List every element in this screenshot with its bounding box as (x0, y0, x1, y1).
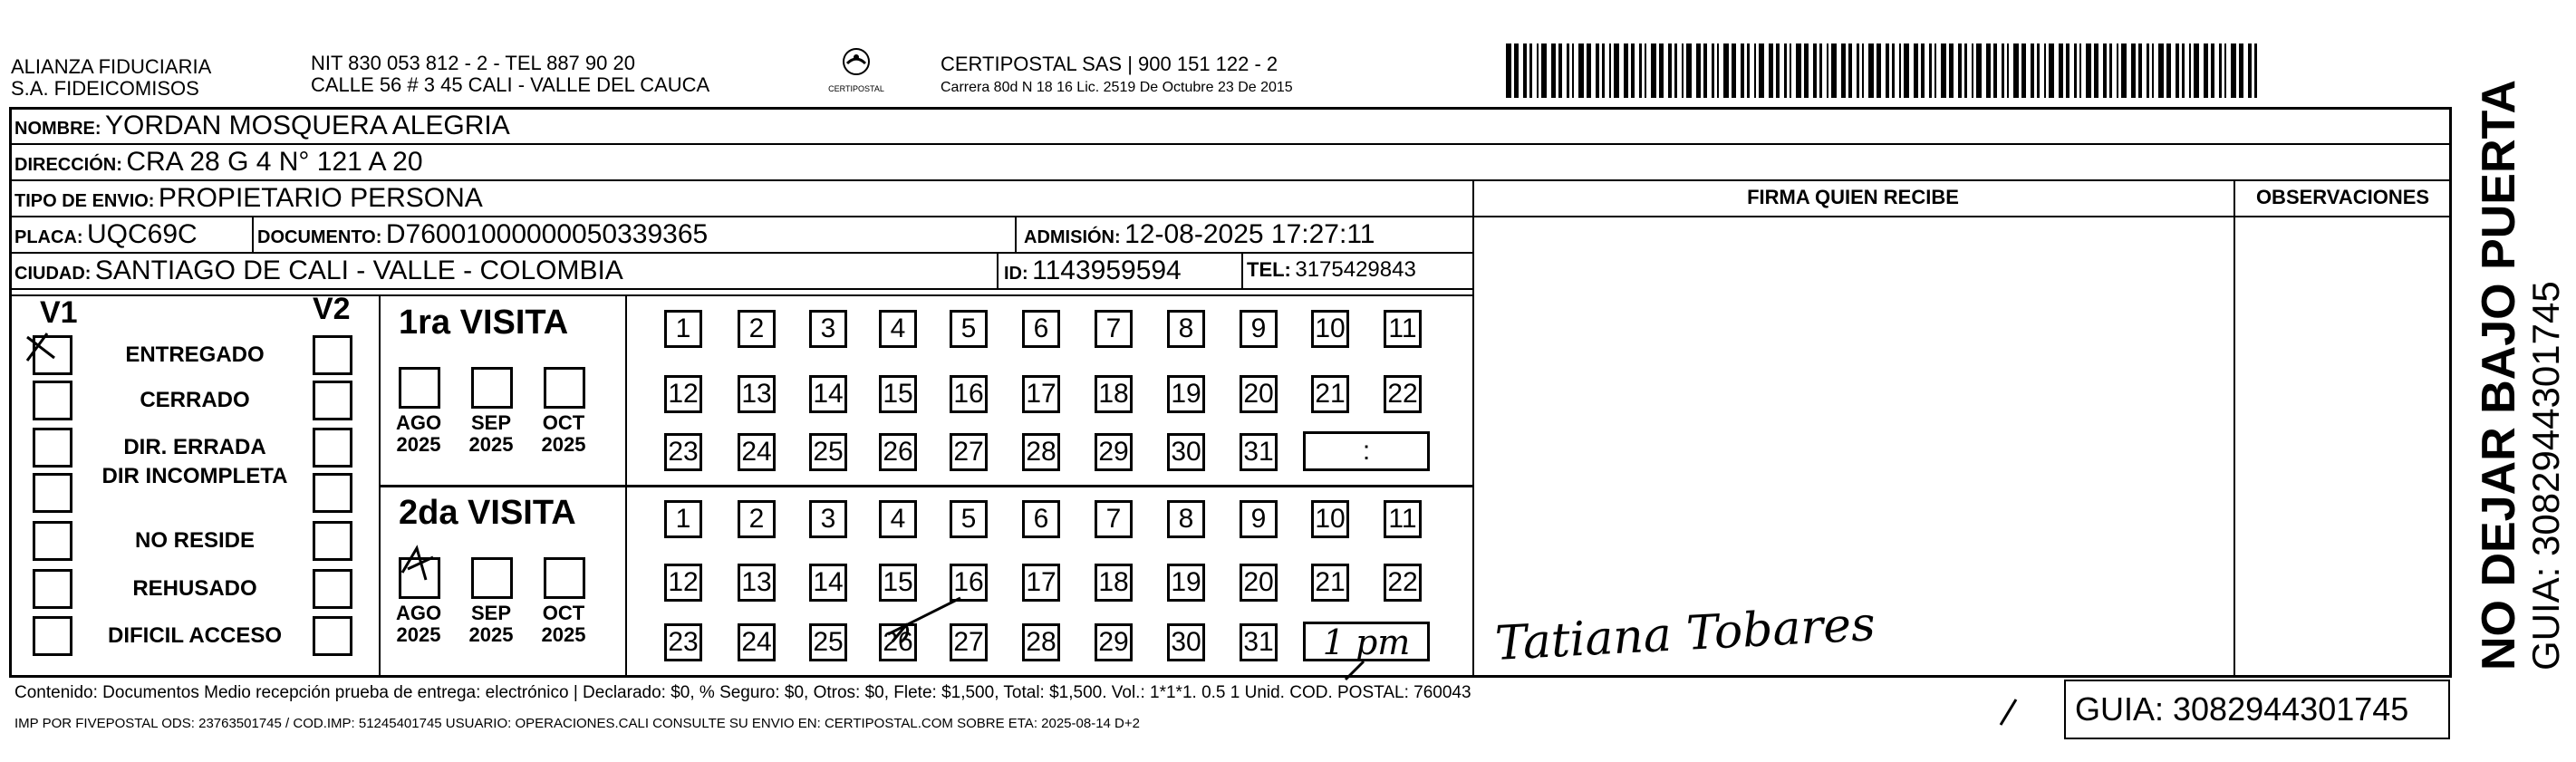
day-box[interactable]: 1 (664, 310, 702, 348)
day-box[interactable]: 23 (664, 623, 702, 661)
day-box[interactable]: 17 (1022, 375, 1060, 413)
day-box[interactable]: 15 (879, 564, 917, 602)
day-box[interactable]: 11 (1384, 500, 1422, 538)
month-label: AGO (395, 602, 442, 624)
year-label: 2025 (396, 623, 441, 646)
day-box[interactable]: 24 (738, 433, 776, 471)
side-warning: NO DEJAR BAJO PUERTA (2473, 79, 2525, 670)
day-box[interactable]: 26 (879, 623, 917, 661)
ciudad-value: SANTIAGO DE CALI - VALLE - COLOMBIA (94, 256, 623, 285)
year-label: 2025 (541, 433, 586, 456)
day-box[interactable]: 12 (664, 375, 702, 413)
day-box[interactable]: 29 (1095, 433, 1133, 471)
recipient-signature: Tatiana Tobares (1493, 597, 1877, 671)
day-box[interactable]: 20 (1240, 375, 1278, 413)
company-line-2: S.A. FIDEICOMISOS (11, 77, 199, 100)
footer-guia: GUIA: 3082944301745 (2075, 690, 2409, 728)
day-box[interactable]: 21 (1311, 564, 1349, 602)
day-box[interactable]: 29 (1095, 623, 1133, 661)
month-label: SEP (470, 602, 512, 624)
firma-header: FIRMA QUIEN RECIBE (1747, 186, 1959, 208)
day-box[interactable]: 30 (1167, 623, 1205, 661)
tipo-label: TIPO DE ENVIO: (14, 191, 155, 211)
cert-line-1: CERTIPOSTAL SAS | 900 151 122 - 2 (941, 53, 1278, 75)
day-box[interactable]: 9 (1240, 500, 1278, 538)
day-box[interactable]: 7 (1095, 310, 1133, 348)
admision-value: 12-08-2025 17:27:11 (1124, 219, 1375, 249)
id-label: ID: (1004, 264, 1028, 284)
status-label: DIR. ERRADA (123, 435, 266, 459)
footer-contenido: Contenido: Documentos Medio recepción prueba de entrega: electrónico | Declarado: $0, % Seguro: $0, Otros: $0, Flete: $1,500, Total: $1,500. Vol.: 1*1*1. 0.5 1 Unid. COD. POSTAL: 760043 (14, 683, 1471, 702)
year-label: 2025 (468, 623, 514, 646)
day-box[interactable]: 31 (1240, 433, 1278, 471)
company-line-1: ALIANZA FIDUCIARIA (11, 55, 212, 78)
day-box[interactable]: 8 (1167, 500, 1205, 538)
day-box[interactable]: 3 (809, 310, 847, 348)
time-box-2[interactable]: 1 pm (1303, 622, 1430, 661)
month-label: AGO (395, 411, 442, 434)
day-box[interactable]: 27 (950, 623, 988, 661)
day-box[interactable]: 22 (1384, 564, 1422, 602)
year-label: 2025 (468, 433, 514, 456)
day-box[interactable]: 7 (1095, 500, 1133, 538)
day-box[interactable]: 22 (1384, 375, 1422, 413)
observaciones-header: OBSERVACIONES (2255, 186, 2430, 208)
side-guia: GUIA: 3082944301745 (2524, 281, 2567, 670)
day-box[interactable]: 12 (664, 564, 702, 602)
day-box[interactable]: 2 (738, 500, 776, 538)
day-box[interactable]: 30 (1167, 433, 1205, 471)
day-box[interactable]: 17 (1022, 564, 1060, 602)
day-box[interactable]: 9 (1240, 310, 1278, 348)
direccion-value: CRA 28 G 4 N° 121 A 20 (126, 147, 423, 177)
day-box[interactable]: 14 (809, 564, 847, 602)
day-box[interactable]: 16 (950, 564, 988, 602)
day-box[interactable]: 11 (1384, 310, 1422, 348)
nit-line-1: NIT 830 053 812 - 2 - TEL 887 90 20 (311, 52, 635, 74)
v2-label: V2 (313, 292, 351, 326)
nombre-value: YORDAN MOSQUERA ALEGRIA (105, 111, 510, 140)
status-label: ENTREGADO (125, 342, 265, 367)
direccion-label: DIRECCIÓN: (14, 155, 122, 175)
day-box[interactable]: 27 (950, 433, 988, 471)
year-label: 2025 (396, 433, 441, 456)
first-visit-title: 1ra VISITA (399, 304, 569, 342)
day-box[interactable]: 16 (950, 375, 988, 413)
status-label: NO RESIDE (134, 528, 256, 553)
documento-value: D76001000000050339365 (385, 219, 709, 249)
status-label: DIR INCOMPLETA (101, 464, 288, 488)
day-box[interactable]: 4 (879, 500, 917, 538)
day-box[interactable]: 6 (1022, 310, 1060, 348)
day-box[interactable]: 6 (1022, 500, 1060, 538)
day-box[interactable]: 1 (664, 500, 702, 538)
status-label: CERRADO (140, 388, 250, 412)
day-box[interactable]: 13 (738, 375, 776, 413)
stray-mark-2 (2001, 699, 2016, 725)
day-box[interactable]: 5 (950, 310, 988, 348)
day-box[interactable]: 25 (809, 623, 847, 661)
tipo-value: PROPIETARIO PERSONA (158, 183, 483, 213)
v1-label: V1 (40, 295, 78, 330)
id-value: 1143959594 (1032, 256, 1182, 285)
day-box[interactable]: 23 (664, 433, 702, 471)
second-visit-title: 2da VISITA (399, 494, 576, 532)
check-mark-day-26 (888, 598, 960, 641)
day-box[interactable]: 28 (1022, 623, 1060, 661)
logo-text: CERTIPOSTAL (828, 84, 884, 93)
month-label: OCT (542, 602, 585, 624)
month-label: SEP (470, 411, 512, 434)
ciudad-label: CIUDAD: (14, 264, 92, 284)
day-box[interactable]: 19 (1167, 564, 1205, 602)
admision-label: ADMISIÓN: (1024, 227, 1121, 247)
day-box[interactable]: 20 (1240, 564, 1278, 602)
placa-value: UQC69C (87, 219, 198, 249)
day-box[interactable]: 10 (1311, 500, 1349, 538)
day-box[interactable]: 13 (738, 564, 776, 602)
day-box[interactable]: 5 (950, 500, 988, 538)
documento-label: DOCUMENTO: (257, 227, 382, 247)
day-box[interactable]: 25 (809, 433, 847, 471)
day-box[interactable]: 19 (1167, 375, 1205, 413)
stray-mark (1346, 661, 1364, 680)
check-mark-ago (402, 548, 433, 580)
nit-line-2: CALLE 56 # 3 45 CALI - VALLE DEL CAUCA (311, 73, 710, 96)
check-mark-entregado (27, 333, 54, 361)
status-label: DIFICIL ACCESO (107, 623, 282, 648)
day-box[interactable]: 18 (1095, 375, 1133, 413)
side-text (2474, 80, 2568, 670)
day-box[interactable]: 26 (879, 433, 917, 471)
day-box[interactable]: 3 (809, 500, 847, 538)
status-label: REHUSADO (132, 576, 257, 601)
day-box[interactable]: 2 (738, 310, 776, 348)
day-box[interactable]: 24 (738, 623, 776, 661)
tel-label: TEL: (1247, 258, 1291, 281)
cert-line-2: Carrera 80d N 18 16 Lic. 2519 De Octubre 23 De 2015 (941, 80, 1293, 95)
day-box[interactable]: 21 (1311, 375, 1349, 413)
time-box-1[interactable]: : (1303, 431, 1430, 471)
nombre-label: NOMBRE: (14, 119, 101, 139)
year-label: 2025 (541, 623, 586, 646)
day-box[interactable]: 15 (879, 375, 917, 413)
day-box[interactable]: 31 (1240, 623, 1278, 661)
footer-imp: IMP POR FIVEPOSTAL ODS: 23763501745 / COD.IMP: 51245401745 USUARIO: OPERACIONES.CALI CONSULTE SU ENVIO EN: CERTIPOSTAL.COM SOBRE ETA: 2025-08-14 D+2 (14, 716, 1140, 731)
month-label: OCT (542, 411, 585, 434)
placa-label: PLACA: (14, 227, 83, 247)
day-box[interactable]: 28 (1022, 433, 1060, 471)
day-box[interactable]: 4 (879, 310, 917, 348)
day-box[interactable]: 10 (1311, 310, 1349, 348)
day-box[interactable]: 14 (809, 375, 847, 413)
day-box[interactable]: 8 (1167, 310, 1205, 348)
tel-value: 3175429843 (1295, 257, 1416, 282)
day-box[interactable]: 18 (1095, 564, 1133, 602)
